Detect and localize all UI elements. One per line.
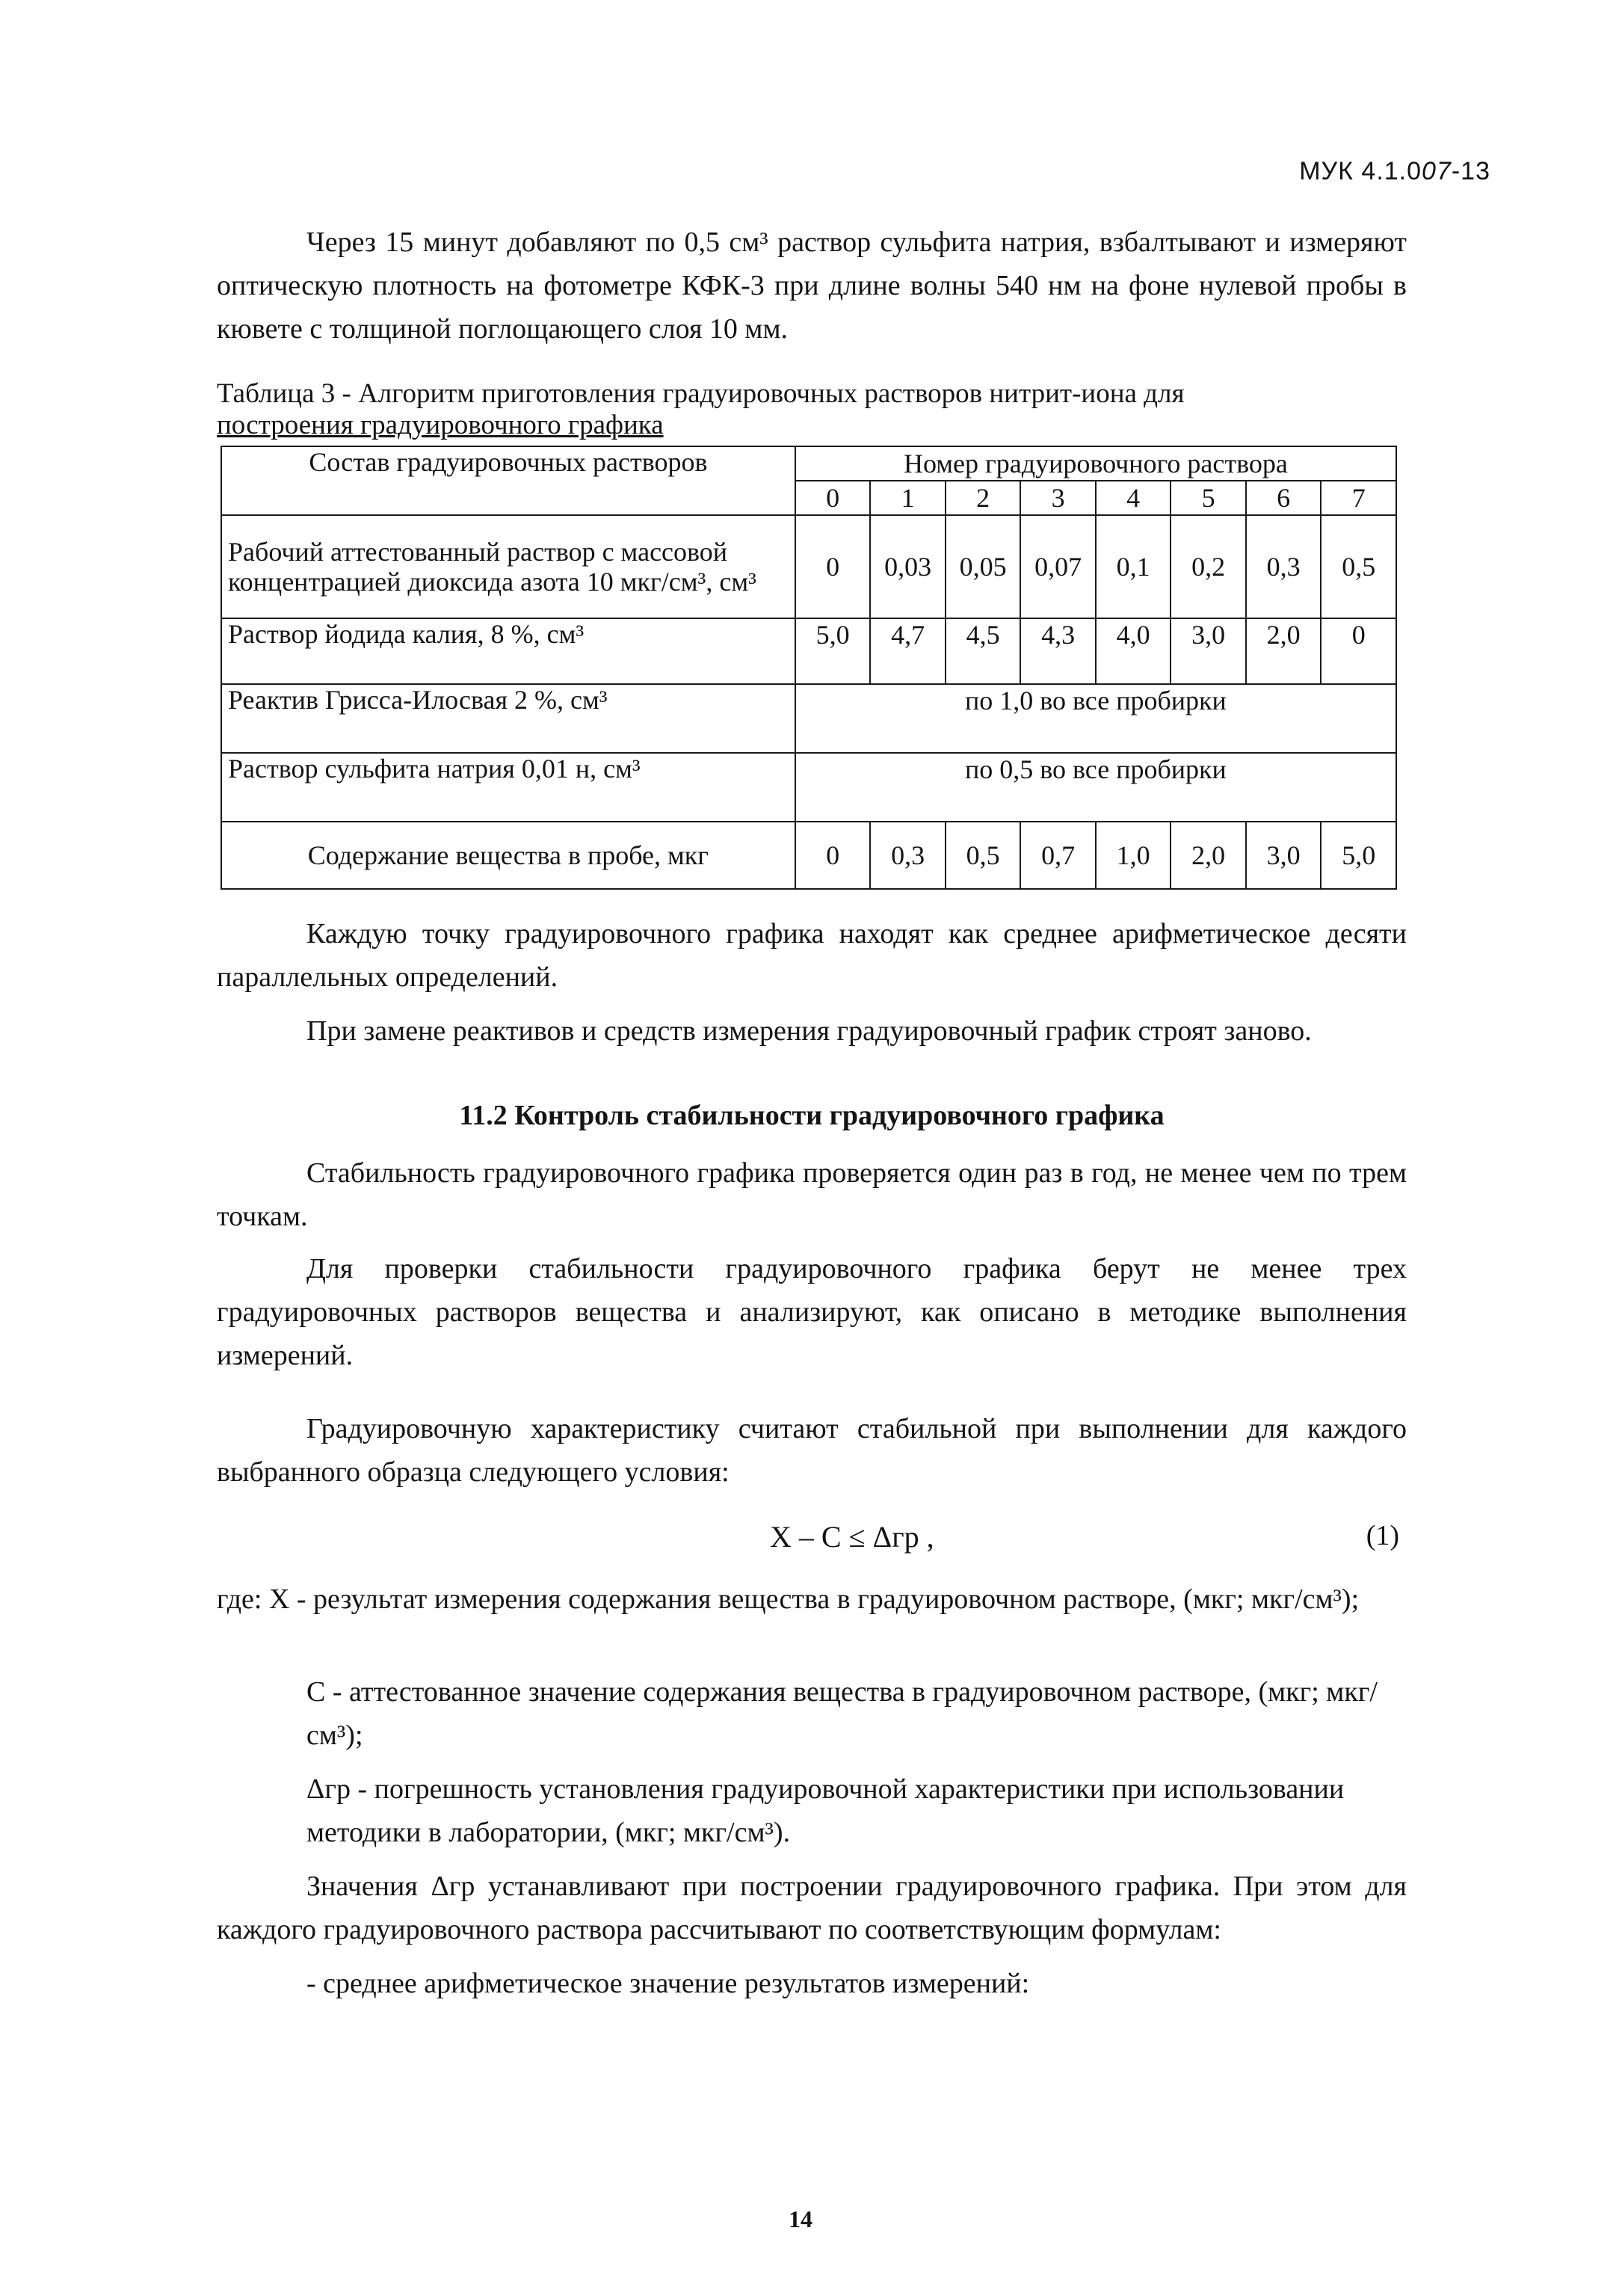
- table-cell: 0,3: [870, 822, 946, 889]
- table-cell: 0,03: [870, 515, 946, 618]
- paragraph-values: Значения Δгр устанавливают при построении градуировочного графика. При этом для каждого градуировочного раствора рассчитывают по соответствующим формулам:: [217, 1871, 1407, 1945]
- table-cell: 0: [1321, 618, 1396, 684]
- table-cell: 0: [795, 515, 871, 618]
- table-cell: 0,05: [946, 515, 1021, 618]
- table-col-header: Состав градуировочных растворов: [221, 446, 795, 515]
- table-cell: 0: [795, 481, 871, 515]
- table-cell: 0,07: [1020, 515, 1096, 618]
- section-title: 11.2 Контроль стабильности градуировочного графика: [459, 1100, 1165, 1131]
- table-cell: 2,0: [1171, 822, 1246, 889]
- table-cell: 0,2: [1171, 515, 1246, 618]
- where-x: где: X - результат измерения содержания вещества в градуировочном растворе, (мкг; мкг/см³);: [217, 1583, 1360, 1615]
- table-row-label: Раствор йодида калия, 8 %, см³: [221, 618, 795, 684]
- table-group-header: Номер градуировочного раствора: [795, 446, 1396, 481]
- table-row-label: Раствор сульфита натрия 0,01 н, см³: [221, 753, 795, 822]
- paragraph-stability: Стабильность градуировочного графика проверяется один раз в год, не менее чем по трем точкам.: [217, 1157, 1407, 1232]
- table-cell: 4,3: [1020, 618, 1096, 684]
- table-row: [221, 753, 1396, 822]
- formula: X – C ≤ Δгр ,: [770, 1520, 934, 1554]
- document-code-year: -13: [1451, 157, 1490, 185]
- table-row: [221, 822, 1396, 889]
- table-row: [221, 684, 1396, 753]
- table-cell: 0,1: [1096, 515, 1171, 618]
- calibration-table: [220, 446, 1397, 890]
- where-c: C - аттестованное значение содержания вещества в градуировочном растворе, (мкг; мкг/см³);: [306, 1676, 1378, 1751]
- document-code-handwritten: 07: [1422, 157, 1452, 185]
- paragraph-condition: Градуировочную характеристику считают стабильной при выполнении для каждого выбранного образца следующего условия:: [217, 1413, 1407, 1488]
- table-cell: 1,0: [1096, 822, 1171, 889]
- table-row: [221, 515, 1396, 618]
- table-cell: 2: [946, 481, 1021, 515]
- document-code: [1299, 157, 1490, 186]
- table-row-label: Содержание вещества в пробе, мкг: [221, 822, 795, 889]
- table-cell: 3,0: [1171, 618, 1246, 684]
- table-row-label: Рабочий аттестованный раствор с массовой концентрацией диоксида азота 10 мкг/см³, см³: [221, 515, 795, 618]
- table-cell: 4,7: [870, 618, 946, 684]
- table-cell: 0: [795, 822, 871, 889]
- document-code-printed: МУК 4.1.0: [1299, 157, 1422, 185]
- table-caption-line2: построения градуировочного графика: [217, 410, 664, 440]
- table-cell: 4: [1096, 481, 1171, 515]
- paragraph-mean: - среднее арифметическое значение результатов измерений:: [306, 1968, 1030, 1999]
- table-cell: 5,0: [1321, 822, 1396, 889]
- table-cell: 3,0: [1246, 822, 1322, 889]
- table-cell: 2,0: [1246, 618, 1322, 684]
- table-cell: 5,0: [795, 618, 871, 684]
- paragraph-measurement: Через 15 минут добавляют по 0,5 см³ раствор сульфита натрия, взбалтывают и измеряют оптическую плотность на фотометре КФК-3 при длине волны 540 нм на фоне нулевой пробы в кювете с толщиной поглощающего слоя 10 мм.: [217, 227, 1407, 345]
- table-caption-line1: Таблица 3 - Алгоритм приготовления градуировочных растворов нитрит-иона для: [217, 378, 1185, 409]
- table-cell: 6: [1246, 481, 1322, 515]
- paragraph-replace: При замене реактивов и средств измерения градуировочный график строят заново.: [306, 1015, 1312, 1047]
- table-cell: 1: [870, 481, 946, 515]
- page-number: 14: [789, 2206, 812, 2232]
- table-cell: 0,3: [1246, 515, 1322, 618]
- table-cell: 4,5: [946, 618, 1021, 684]
- table-cell: 0,5: [1321, 515, 1396, 618]
- table-cell: 3: [1020, 481, 1096, 515]
- table-cell: 0,5: [946, 822, 1021, 889]
- table-row-label: Реактив Грисса-Илосвая 2 %, см³: [221, 684, 795, 753]
- table-span-cell: по 1,0 во все пробирки: [795, 684, 1396, 753]
- table-cell: 0,7: [1020, 822, 1096, 889]
- table-caption: [217, 378, 1407, 441]
- table-cell: 4,0: [1096, 618, 1171, 684]
- table-span-cell: по 0,5 во все пробирки: [795, 753, 1396, 822]
- table-cell: 5: [1171, 481, 1246, 515]
- where-delta: Δгр - погрешность установления градуировочной характеристики при использовании методики в лаборатории, (мкг; мкг/см³).: [306, 1773, 1345, 1848]
- paragraph-check: Для проверки стабильности градуировочного графика берут не менее трех градуировочных растворов вещества и анализируют, как описано в методике выполнения измерений.: [217, 1253, 1407, 1371]
- table-row: [221, 618, 1396, 684]
- table-cell: 7: [1321, 481, 1396, 515]
- formula-number: (1): [1366, 1520, 1399, 1551]
- paragraph-average: Каждую точку градуировочного графика находят как среднее арифметическое десяти параллельных определений.: [217, 918, 1407, 993]
